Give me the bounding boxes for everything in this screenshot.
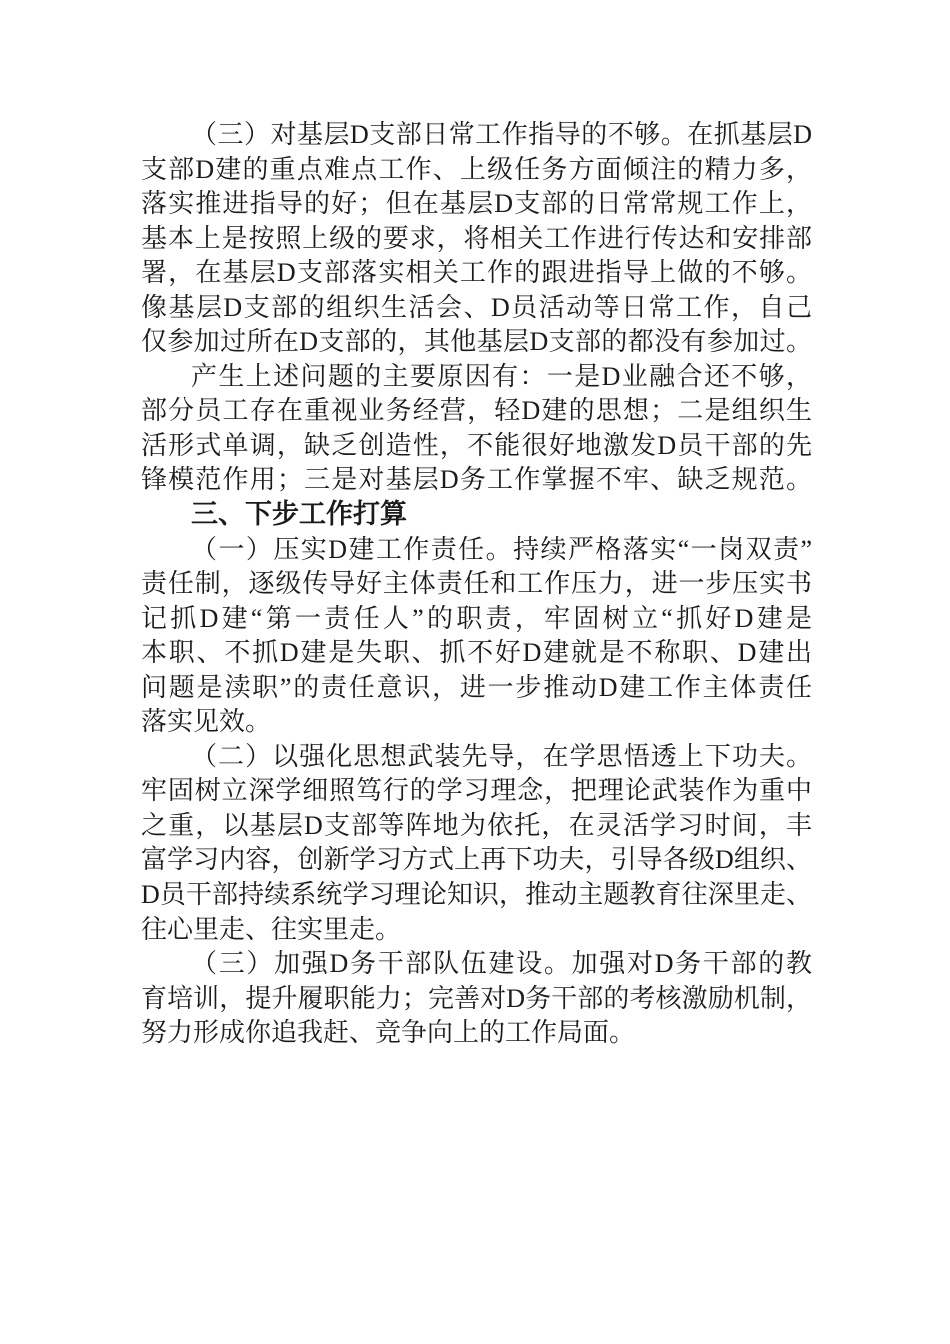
body-line: 落实推进指导的好；但在基层D支部的日常常规工作上，: [141, 189, 812, 219]
paragraph-last-line: 落实见效。: [141, 707, 272, 737]
body-line: 责任制，逐级传导好主体责任和工作压力，进一步压实书: [141, 569, 812, 599]
paragraph-first-line: （二）以强化思想武装先导，在学思悟透上下功夫。: [191, 741, 812, 771]
body-line: 活形式单调，缺乏创造性，不能很好地激发D员干部的先: [141, 430, 812, 460]
body-line: 问题是渎职”的责任意识，进一步推动D建工作主体责任: [141, 672, 812, 702]
body-line: 锋模范作用；三是对基层D务工作掌握不牢、缺乏规范。: [141, 465, 812, 495]
body-line: D员干部持续系统学习理论知识，推动主题教育往深里走、: [141, 880, 812, 910]
body-line: 育培训，提升履职能力；完善对D务干部的考核激励机制，: [141, 983, 812, 1013]
paragraph-last-line: 努力形成你追我赶、竞争向上的工作局面。: [141, 1018, 636, 1048]
body-line: 支部D建的重点难点工作、上级任务方面倾注的精力多，: [141, 154, 812, 184]
paragraph-first-line: （一）压实D建工作责任。持续严格落实“一岗双责”: [191, 534, 812, 564]
body-line: 署，在基层D支部落实相关工作的跟进指导上做的不够。: [141, 258, 812, 288]
paragraph-first-line: （三）加强D务干部队伍建设。加强对D务干部的教: [191, 949, 812, 979]
body-line: 富学习内容，创新学习方式上再下功夫，引导各级D组织、: [141, 845, 812, 875]
body-line: 记抓D建“第一责任人”的职责，牢固树立“抓好D建是: [141, 603, 812, 633]
body-line: 像基层D支部的组织生活会、D员活动等日常工作，自己: [141, 292, 812, 322]
paragraph-last-line: 往心里走、往实里走。: [141, 914, 402, 944]
body-line: 部分员工存在重视业务经营，轻D建的思想；二是组织生: [141, 396, 812, 426]
body-line: 本职、不抓D建是失职、抓不好D建就是不称职、D建出: [141, 638, 812, 668]
body-line: 仅参加过所在D支部的，其他基层D支部的都没有参加过。: [141, 327, 812, 357]
section-heading: 三、下步工作打算: [191, 499, 407, 531]
document-text-block: [141, 118, 812, 1051]
body-line: 牢固树立深学细照笃行的学习理念，把理论武装作为重中: [141, 776, 812, 806]
paragraph-first-line: 产生上述问题的主要原因有：一是D业融合还不够，: [191, 361, 812, 391]
body-line: 基本上是按照上级的要求，将相关工作进行传达和安排部: [141, 223, 812, 253]
body-line: 之重，以基层D支部等阵地为依托，在灵活学习时间，丰: [141, 810, 812, 840]
paragraph-first-line: （三）对基层D支部日常工作指导的不够。在抓基层D: [191, 120, 812, 149]
